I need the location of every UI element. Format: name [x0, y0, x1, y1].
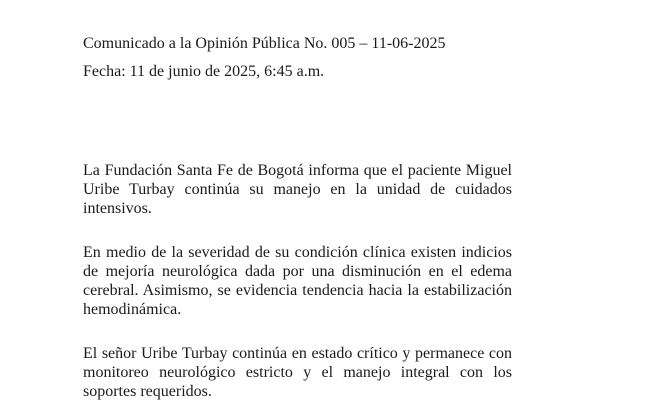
communique-date: Fecha: 11 de junio de 2025, 6:45 a.m. — [83, 63, 325, 80]
paragraph-critical-condition: El señor Uribe Turbay continúa en estado crítico y permanece con monitoreo neurológico estricto y el manejo integral con los soportes requeridos. — [83, 345, 512, 400]
paragraph-neurological-improvement: En medio de la severidad de su condición clínica existen indicios de mejoría neurológica dada por una disminución en el edema cerebral. Asimismo, se evidencia tendencia hacia la estabilización hemodinámica. — [83, 244, 512, 318]
paragraph-icu-status: La Fundación Santa Fe de Bogotá informa que el paciente Miguel Uribe Turbay continúa su manejo en la unidad de cuidados intensivos. — [83, 162, 512, 217]
communique-title: Comunicado a la Opinión Pública No. 005 – 11-06-2025 — [83, 35, 446, 52]
